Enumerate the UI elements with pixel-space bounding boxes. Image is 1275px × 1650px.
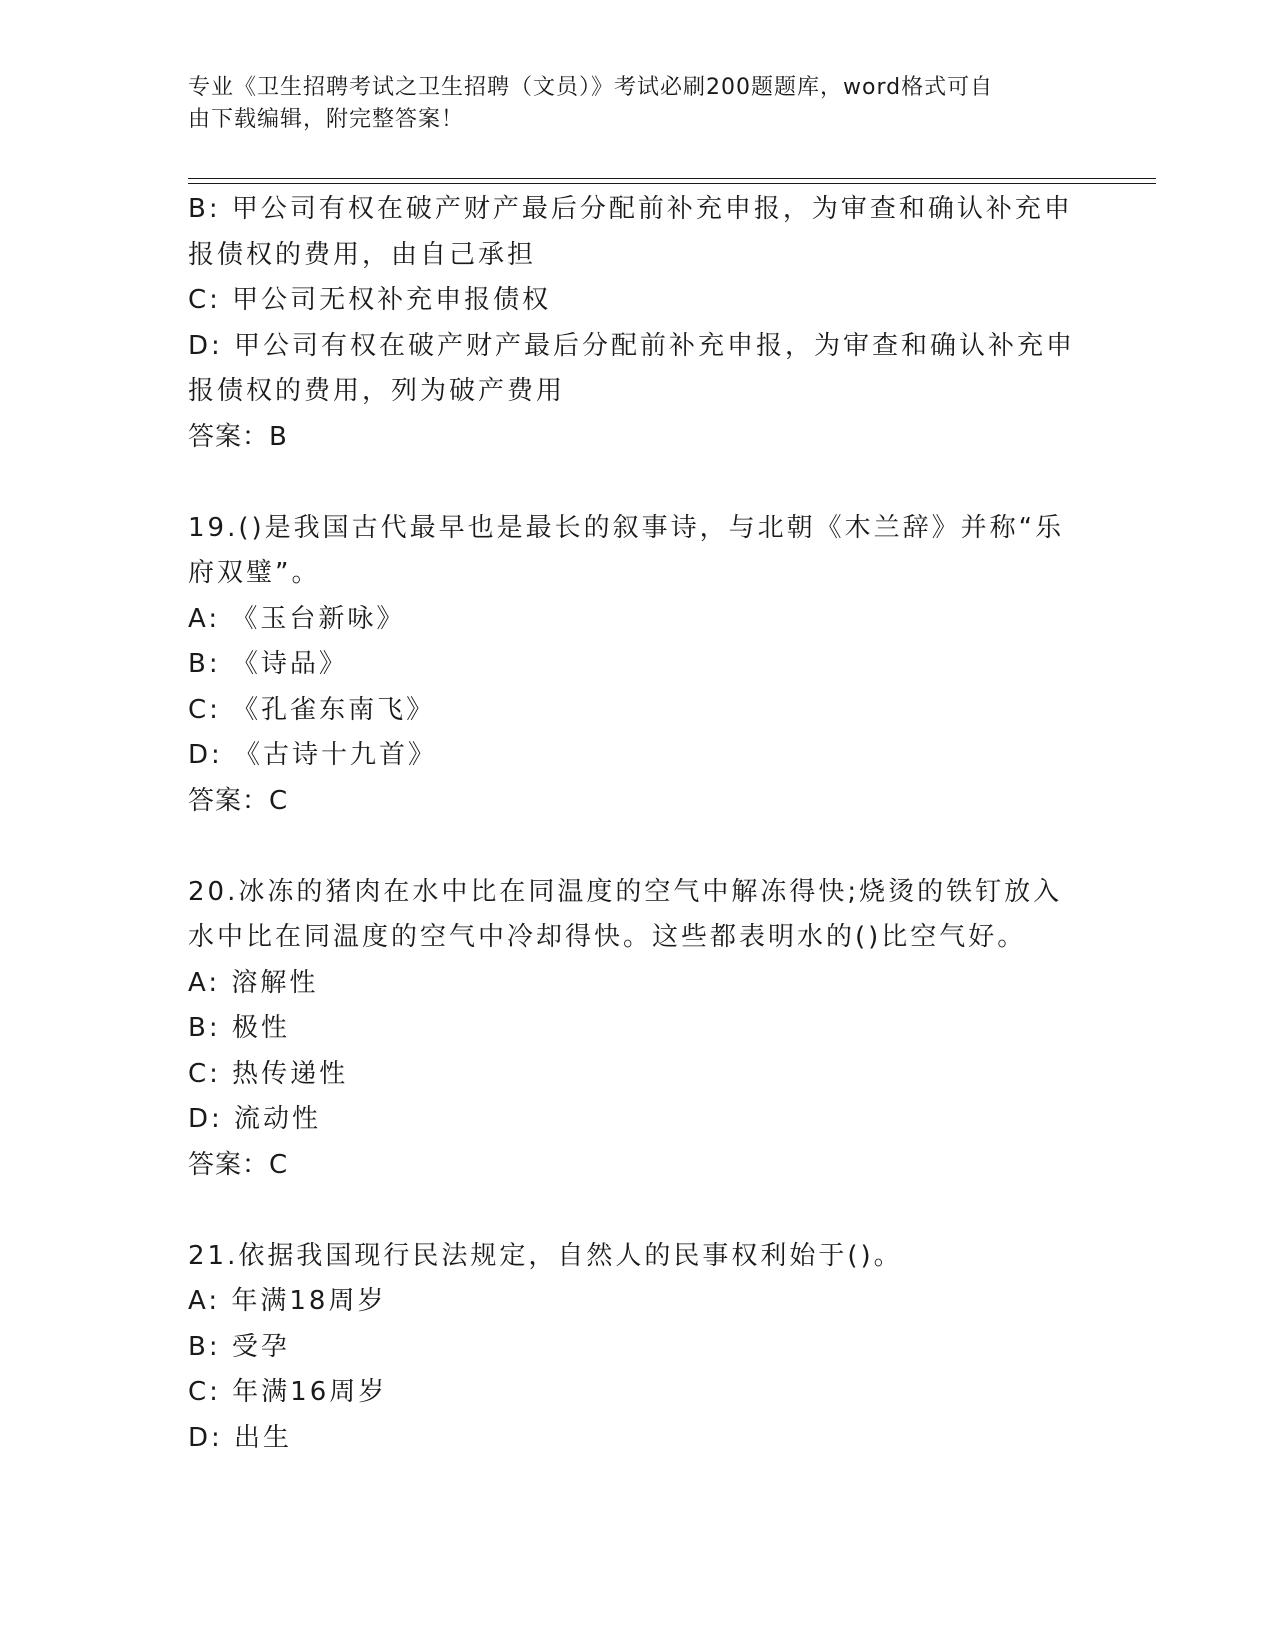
header-divider-bottom — [188, 183, 1156, 184]
header-title-line-2: 由下载编辑，附完整答案！ — [188, 107, 465, 132]
question-19 — [188, 506, 1088, 825]
q21-option-a: A: 年满18周岁 — [188, 1286, 387, 1316]
q21-option-b: B: 受孕 — [188, 1331, 290, 1362]
q21-option-c: C: 年满16周岁 — [188, 1377, 388, 1407]
q20-option-c: C: 热传递性 — [188, 1058, 349, 1089]
q20-answer: 答案：C — [188, 1149, 289, 1180]
q20-option-b: B: 极性 — [188, 1013, 290, 1043]
question-18 — [188, 187, 1088, 460]
q19-question-line-2: 府双璧”。 — [188, 558, 321, 588]
q18-answer: 答案：B — [188, 421, 288, 452]
q18-option-b-line-2: 报债权的费用，由自己承担 — [188, 239, 537, 270]
q18-option-b-line-1: B: 甲公司有权在破产财产最后分配前补充申报，为审查和确认补充申 — [188, 194, 1073, 224]
q21-option-d: D: 出生 — [188, 1422, 293, 1453]
question-20 — [188, 870, 1088, 1189]
q20-question-line-2: 水中比在同温度的空气中冷却得快。这些都表明水的()比空气好。 — [188, 922, 1027, 952]
q19-option-b: B: 《诗品》 — [188, 649, 348, 679]
spacer — [188, 1188, 1088, 1234]
spacer — [188, 824, 1088, 870]
spacer — [188, 460, 1088, 506]
question-21 — [188, 1234, 1088, 1462]
q19-option-c: C: 《孔雀东南飞》 — [188, 694, 436, 725]
q21-question-line-1: 21.依据我国现行民法规定，自然人的民事权利始于()。 — [188, 1240, 903, 1271]
q18-option-d-line-2: 报债权的费用，列为破产费用 — [188, 376, 566, 406]
question-list — [188, 187, 1088, 1461]
q19-question-line-1: 19.()是我国古代最早也是最长的叙事诗，与北朝《木兰辞》并称“乐 — [188, 512, 1065, 543]
q19-answer: 答案：C — [188, 785, 289, 816]
header-title-line-1: 专业《卫生招聘考试之卫生招聘（文员）》考试必刷200题题库，word格式可自 — [188, 75, 994, 100]
q20-question-line-1: 20.冰冻的猪肉在水中比在同温度的空气中解冻得快;烧烫的铁钉放入 — [188, 876, 1063, 907]
q19-option-d: D: 《古诗十九首》 — [188, 740, 438, 770]
q20-option-d: D: 流动性 — [188, 1104, 322, 1134]
header-divider-top — [188, 178, 1156, 179]
q20-option-a: A: 溶解性 — [188, 967, 319, 998]
document-header — [188, 72, 1068, 136]
q19-option-a: A: 《玉台新咏》 — [188, 603, 406, 634]
q18-option-d-line-1: D: 甲公司有权在破产财产最后分配前补充申报，为审查和确认补充申 — [188, 330, 1076, 361]
q18-option-c: C: 甲公司无权补充申报债权 — [188, 285, 552, 315]
